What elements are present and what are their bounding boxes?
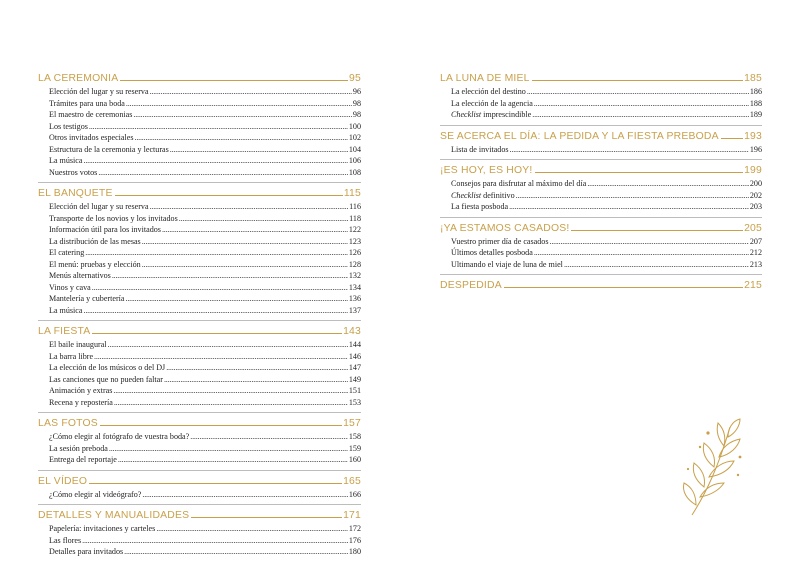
entry-dot-leader <box>135 132 348 144</box>
entry-page-number: 126 <box>348 248 361 257</box>
entry-title: La música <box>49 156 83 165</box>
toc-entry[interactable] <box>49 374 361 386</box>
section-page-number: 215 <box>744 280 762 291</box>
entry-title: Otros invitados especiales <box>49 133 134 142</box>
section-page-number: 193 <box>744 130 762 142</box>
entry-page-number: 203 <box>749 202 762 211</box>
section-divider <box>440 217 762 218</box>
section-title: ¡YA ESTAMOS CASADOS! <box>440 222 570 234</box>
toc-entry[interactable] <box>451 109 762 121</box>
toc-entry[interactable] <box>49 213 361 225</box>
entry-title: El catering <box>49 248 85 257</box>
section-title: LAS FOTOS <box>38 418 98 429</box>
section-entries <box>440 236 762 271</box>
entry-page-number: 144 <box>348 340 361 349</box>
toc-entry[interactable] <box>49 489 361 501</box>
entry-page-number: 172 <box>348 524 361 533</box>
entry-title: Mantelería y cubertería <box>49 294 125 303</box>
toc-entry[interactable] <box>451 190 762 202</box>
section-page-number: 171 <box>343 510 361 521</box>
entry-dot-leader <box>509 201 749 213</box>
entry-title: Entrega del reportaje <box>49 455 117 464</box>
entry-title: Consejos para disfrutar al máximo del día <box>451 179 587 188</box>
entry-page-number: 104 <box>348 144 361 154</box>
section-divider <box>440 125 762 126</box>
entry-dot-leader <box>142 259 348 271</box>
section-header[interactable] <box>38 476 361 488</box>
section-page-number: 143 <box>343 326 361 337</box>
toc-entry[interactable] <box>49 132 361 144</box>
toc-entry[interactable] <box>49 236 361 248</box>
section-entries <box>38 523 361 558</box>
entry-dot-leader <box>142 489 347 501</box>
entry-page-number: 166 <box>348 489 361 499</box>
toc-entry[interactable] <box>451 144 762 156</box>
entry-page-number: 212 <box>749 248 762 257</box>
section-entries <box>38 489 361 501</box>
toc-entry[interactable] <box>451 86 762 98</box>
toc-entry[interactable] <box>49 523 361 535</box>
entry-page-number: 200 <box>749 179 762 188</box>
toc-entry[interactable] <box>49 443 361 455</box>
section-entries <box>440 86 762 121</box>
entry-title: La barra libre <box>49 351 94 361</box>
toc-section-se-acerca-el-dia-la-pedida-y-la-fiesta-preboda <box>440 131 762 161</box>
section-entries <box>440 144 762 156</box>
section-divider <box>38 182 361 183</box>
section-header[interactable] <box>440 73 762 85</box>
entry-page-number: 106 <box>348 156 361 165</box>
entry-dot-leader <box>108 339 348 351</box>
toc-entry[interactable] <box>49 109 361 121</box>
entry-page-number: 102 <box>348 133 361 142</box>
toc-section-el-video <box>38 476 361 506</box>
entry-page-number: 136 <box>348 294 361 303</box>
entry-title: El maestro de ceremonias <box>49 110 133 119</box>
entry-title: ¿Cómo elegir al videógrafo? <box>49 489 142 499</box>
toc-section-el-banquete <box>38 188 361 321</box>
toc-section-ya-estamos-casados <box>440 223 762 276</box>
entry-title: La elección del destino <box>451 87 526 96</box>
section-header[interactable] <box>38 188 361 200</box>
entry-dot-leader <box>510 144 749 156</box>
section-title: SE ACERCA EL DÍA: LA PEDIDA Y LA FIESTA PREBODA <box>440 130 719 142</box>
entry-title: Ultimando el viaje de luna de miel <box>451 259 563 269</box>
toc-entry[interactable] <box>451 236 762 248</box>
toc-section-la-luna-de-miel <box>440 73 762 126</box>
entry-page-number: 153 <box>348 397 361 407</box>
toc-entry[interactable] <box>49 121 361 133</box>
section-title: EL BANQUETE <box>38 188 113 199</box>
entry-title-rest: definitivo <box>481 190 515 200</box>
section-entries <box>38 201 361 316</box>
entry-title: Elección del lugar y su reserva <box>49 202 149 211</box>
toc-entry[interactable] <box>451 98 762 110</box>
toc-entry[interactable] <box>49 144 361 156</box>
entry-dot-leader <box>550 236 749 248</box>
section-title: LA FIESTA <box>38 326 91 337</box>
entry-page-number: 149 <box>348 374 361 384</box>
section-header[interactable] <box>440 223 762 235</box>
entry-page-number: 146 <box>348 351 361 361</box>
entry-title: Elección del lugar y su reserva <box>49 87 149 96</box>
entry-page-number: 147 <box>348 363 361 372</box>
entry-dot-leader <box>162 224 348 236</box>
toc-entry[interactable] <box>49 397 361 409</box>
entry-page-number: 186 <box>749 87 762 96</box>
toc-entry[interactable] <box>49 201 361 213</box>
toc-entry[interactable] <box>49 535 361 547</box>
toc-left-column <box>38 73 361 558</box>
section-entries <box>38 86 361 178</box>
entry-dot-leader <box>109 443 348 455</box>
entry-title: Últimos detalles posboda <box>451 248 533 257</box>
section-entries <box>440 178 762 213</box>
section-leader-line <box>120 79 348 81</box>
toc-section-detalles-y-manualidades <box>38 510 361 558</box>
section-title: EL VÍDEO <box>38 475 88 487</box>
entry-title: La elección de los músicos o del DJ <box>49 363 166 372</box>
entry-dot-leader <box>118 454 348 466</box>
entry-page-number: 160 <box>348 455 361 464</box>
entry-dot-leader <box>84 305 348 317</box>
entry-dot-leader <box>179 213 348 225</box>
entry-dot-leader <box>156 523 348 535</box>
toc-section-es-hoy-es-hoy <box>440 165 762 218</box>
section-title: LA LUNA DE MIEL <box>440 73 530 84</box>
entry-page-number: 134 <box>348 282 361 292</box>
entry-title: Detalles para invitados <box>49 547 124 556</box>
section-title: DESPEDIDA <box>440 280 502 291</box>
entry-title: La fiesta posboda <box>451 202 509 211</box>
entry-title: Las flores <box>49 535 82 545</box>
toc-entry[interactable] <box>49 167 361 179</box>
section-entries <box>38 339 361 408</box>
entry-title: El menú: pruebas y elección <box>49 259 141 269</box>
section-title: DETALLES Y MANUALIDADES <box>38 510 190 521</box>
entry-page-number: 213 <box>749 259 762 269</box>
section-entries <box>38 431 361 466</box>
entry-title: Recena y repostería <box>49 397 113 407</box>
entry-title: Trámites para una boda <box>49 98 125 108</box>
section-leader-line <box>504 286 743 288</box>
section-page-number: 157 <box>343 418 361 429</box>
entry-title: Menús alternativos <box>49 271 111 280</box>
entry-page-number: 108 <box>348 167 361 177</box>
entry-dot-leader <box>82 535 348 547</box>
section-header[interactable] <box>38 73 361 85</box>
section-divider <box>440 159 762 160</box>
toc-entry[interactable] <box>451 247 762 259</box>
entry-title: Lista de invitados <box>451 144 509 154</box>
entry-title-italic: Checklist <box>451 190 482 200</box>
entry-dot-leader <box>124 546 348 558</box>
toc-entry[interactable] <box>49 351 361 363</box>
entry-dot-leader <box>98 167 348 179</box>
toc-entry[interactable] <box>49 305 361 317</box>
section-header[interactable] <box>38 326 361 338</box>
entry-title: El baile inaugural <box>49 340 107 349</box>
entry-page-number: 196 <box>749 144 762 154</box>
section-divider <box>38 320 361 321</box>
entry-dot-leader <box>534 98 749 110</box>
entry-title-italic: Checklist <box>451 110 482 119</box>
entry-page-number: 96 <box>352 87 361 96</box>
entry-title: Vinos y cava <box>49 282 91 292</box>
toc-entry[interactable] <box>49 247 361 259</box>
entry-title: La elección de la agencia <box>451 98 533 108</box>
entry-title: La sesión preboda <box>49 443 108 453</box>
entry-page-number: 100 <box>348 121 361 131</box>
entry-title: La distribución de las mesas <box>49 236 141 246</box>
section-page-number: 185 <box>744 73 762 84</box>
toc-entry[interactable] <box>49 259 361 271</box>
entry-dot-leader <box>150 86 352 98</box>
toc-section-despedida <box>440 280 762 292</box>
entry-title <box>451 190 515 202</box>
section-leader-line <box>535 171 744 173</box>
section-divider <box>38 412 361 413</box>
section-page-number: 199 <box>744 165 762 176</box>
toc-entry[interactable] <box>49 339 361 351</box>
entry-dot-leader <box>142 236 348 248</box>
entry-dot-leader <box>164 374 348 386</box>
entry-page-number: 207 <box>749 236 762 246</box>
entry-title-rest: imprescindible <box>481 110 532 119</box>
toc-entry[interactable] <box>451 259 762 271</box>
entry-dot-leader <box>114 397 348 409</box>
toc-entry[interactable] <box>49 98 361 110</box>
entry-page-number: 188 <box>749 98 762 108</box>
toc-entry[interactable] <box>451 178 762 190</box>
section-divider <box>38 470 361 471</box>
entry-title: Nuestros votos <box>49 167 98 177</box>
toc-entry[interactable] <box>49 270 361 282</box>
toc-entry[interactable] <box>49 362 361 374</box>
section-leader-line <box>532 79 743 81</box>
section-header[interactable] <box>38 510 361 522</box>
section-title: ¡ES HOY, ES HOY! <box>440 165 533 176</box>
section-leader-line <box>721 137 743 139</box>
entry-page-number: 123 <box>348 236 361 246</box>
entry-dot-leader <box>94 351 348 363</box>
toc-entry[interactable] <box>49 293 361 305</box>
entry-dot-leader <box>587 178 749 190</box>
section-header[interactable] <box>38 418 361 430</box>
toc-entry[interactable] <box>49 431 361 443</box>
entry-dot-leader <box>89 121 348 133</box>
entry-dot-leader <box>92 282 348 294</box>
entry-title <box>451 109 531 121</box>
section-page-number: 205 <box>744 222 762 234</box>
entry-page-number: 116 <box>349 202 361 211</box>
entry-title: Los testigos <box>49 121 88 131</box>
toc-section-la-ceremonia <box>38 73 361 183</box>
section-leader-line <box>571 229 743 231</box>
entry-dot-leader <box>516 190 749 202</box>
entry-dot-leader <box>564 259 749 271</box>
toc-entry[interactable] <box>49 86 361 98</box>
entry-dot-leader <box>527 86 749 98</box>
entry-page-number: 137 <box>348 305 361 315</box>
entry-page-number: 98 <box>352 110 361 119</box>
entry-page-number: 202 <box>749 190 762 200</box>
entry-dot-leader <box>133 109 352 121</box>
entry-dot-leader <box>113 385 347 397</box>
entry-page-number: 118 <box>349 213 361 223</box>
section-leader-line <box>100 424 342 426</box>
entry-title: La música <box>49 305 83 315</box>
section-page-number: 95 <box>349 73 361 84</box>
entry-dot-leader <box>532 109 749 121</box>
entry-dot-leader <box>126 98 352 110</box>
entry-page-number: 151 <box>348 386 361 395</box>
entry-title: Estructura de la ceremonia y lecturas <box>49 144 169 154</box>
toc-right-column <box>440 73 762 293</box>
entry-title: ¿Cómo elegir al fotógrafo de vuestra boda? <box>49 432 190 441</box>
toc-entry[interactable] <box>49 546 361 558</box>
entry-title: Información útil para los invitados <box>49 225 161 234</box>
entry-page-number: 180 <box>348 547 361 556</box>
entry-dot-leader <box>190 431 348 443</box>
entry-page-number: 128 <box>348 259 361 269</box>
toc-entry[interactable] <box>451 201 762 213</box>
entry-dot-leader <box>85 247 348 259</box>
section-divider <box>440 274 762 275</box>
section-page-number: 115 <box>343 188 361 199</box>
entry-dot-leader <box>112 270 348 282</box>
entry-page-number: 98 <box>352 98 361 108</box>
entry-title: Vuestro primer día de casados <box>451 236 549 246</box>
section-leader-line <box>89 482 342 484</box>
toc-entry[interactable] <box>49 282 361 294</box>
entry-dot-leader <box>170 144 348 156</box>
entry-title: Animación y extras <box>49 386 113 395</box>
entry-title: Las canciones que no pueden faltar <box>49 374 163 384</box>
entry-page-number: 176 <box>348 535 361 545</box>
section-leader-line <box>115 194 343 196</box>
entry-dot-leader <box>126 293 348 305</box>
entry-title: Papelería: invitaciones y carteles <box>49 524 156 533</box>
entry-page-number: 159 <box>348 443 361 453</box>
entry-page-number: 132 <box>348 271 361 280</box>
entry-page-number: 189 <box>749 110 762 119</box>
entry-dot-leader <box>166 362 348 374</box>
olive-branch-icon <box>678 413 750 521</box>
section-title: LA CEREMONIA <box>38 73 119 84</box>
toc-entry[interactable] <box>49 385 361 397</box>
section-page-number: 165 <box>343 475 361 487</box>
toc-section-la-fiesta <box>38 326 361 413</box>
entry-dot-leader <box>150 201 349 213</box>
entry-dot-leader <box>534 247 749 259</box>
toc-entry[interactable] <box>49 155 361 167</box>
section-header[interactable] <box>440 280 762 292</box>
section-leader-line <box>92 332 342 334</box>
entry-page-number: 122 <box>348 225 361 234</box>
section-leader-line <box>191 516 342 518</box>
section-header[interactable] <box>440 131 762 143</box>
entry-page-number: 158 <box>348 432 361 441</box>
toc-entry[interactable] <box>49 454 361 466</box>
toc-section-las-fotos <box>38 418 361 471</box>
entry-dot-leader <box>84 155 348 167</box>
section-divider <box>38 504 361 505</box>
toc-entry[interactable] <box>49 224 361 236</box>
section-header[interactable] <box>440 165 762 177</box>
entry-title: Transporte de los novios y los invitados <box>49 213 178 223</box>
